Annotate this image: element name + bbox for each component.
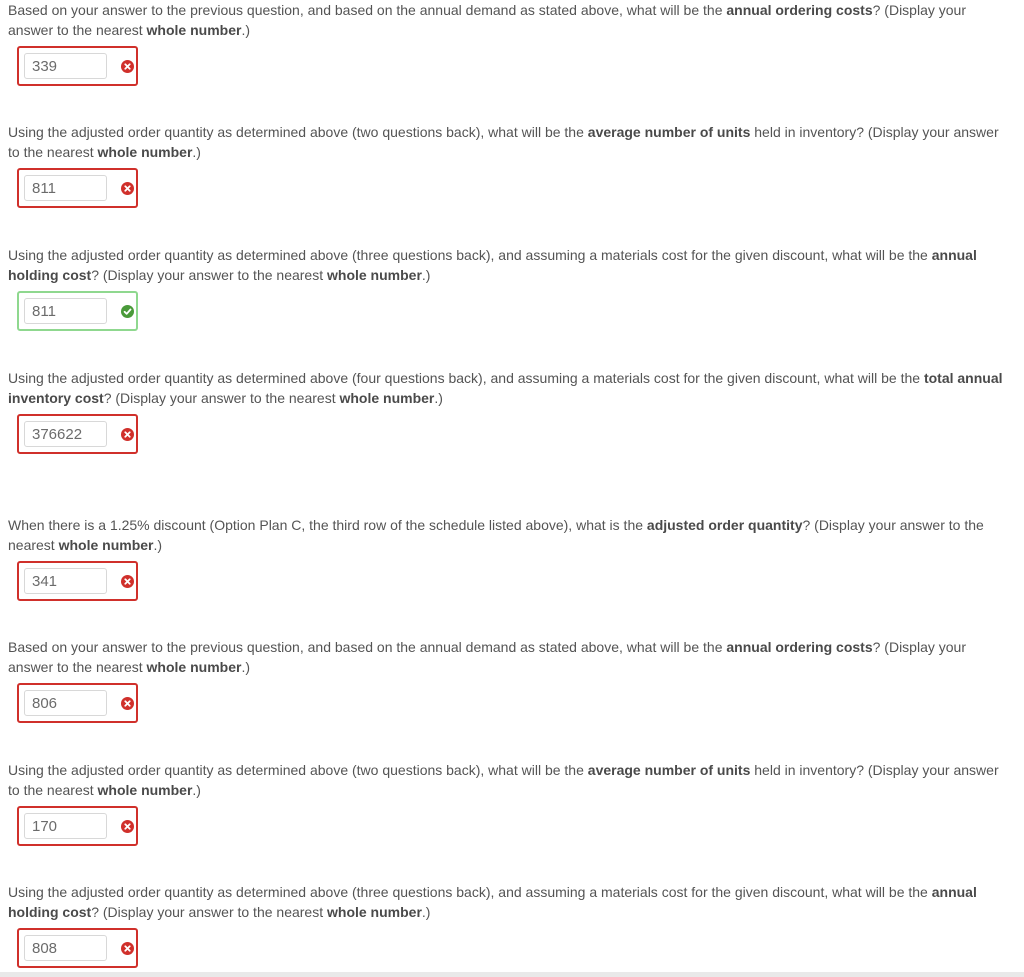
x-circle-icon (121, 942, 134, 955)
question-text-segment: .) (241, 659, 250, 675)
answer-input[interactable] (24, 935, 107, 961)
question-text-segment: Using the adjusted order quantity as determined above (two questions back), what will be the (8, 124, 588, 140)
question-text-segment: Based on your answer to the previous question, and based on the annual demand as stated above, what will be the (8, 639, 727, 655)
question-text-segment: Using the adjusted order quantity as determined above (two questions back), what will be the (8, 762, 588, 778)
answer-input[interactable] (24, 298, 107, 324)
question-emphasis: average number of units (587, 124, 751, 140)
question-text-segment: ? (Display your answer to the nearest (8, 2, 966, 38)
question-emphasis: annual holding cost (8, 247, 977, 283)
question-text-segment: ? (Display your answer to the nearest (8, 639, 966, 675)
answer-input[interactable] (24, 813, 107, 839)
question-text-segment: Using the adjusted order quantity as determined above (three questions back), and assuming a materials cost for the given discount, what will be the (8, 247, 932, 263)
question-text-segment: Using the adjusted order quantity as determined above (four questions back), and assuming a materials cost for the given discount, what will be the (8, 370, 924, 386)
question-text (0, 245, 1024, 285)
question-emphasis: average number of units (587, 762, 751, 778)
question-text-segment: .) (192, 782, 201, 798)
answer-input[interactable] (24, 690, 107, 716)
question-emphasis: adjusted order quantity (646, 517, 803, 533)
question-text-segment: ? (Display your answer to the nearest (8, 517, 984, 553)
horizontal-scrollbar-track[interactable] (0, 972, 1024, 977)
answer-input[interactable] (24, 53, 107, 79)
question-emphasis: whole number (327, 904, 422, 920)
answer-field-container (17, 46, 138, 86)
question-6 (0, 637, 1024, 677)
question-text (0, 0, 1024, 40)
question-text-segment: .) (241, 22, 250, 38)
answer-input[interactable] (24, 568, 107, 594)
question-text-segment: When there is a 1.25% discount (Option Plan C, the third row of the schedule listed above), what is the (8, 517, 647, 533)
answer-field-container (17, 806, 138, 846)
check-circle-icon (121, 305, 134, 318)
question-emphasis: whole number (146, 659, 242, 675)
answer-field-container (17, 168, 138, 208)
question-emphasis: whole number (58, 537, 154, 553)
question-emphasis: annual holding cost (8, 884, 977, 920)
question-text-segment: ? (Display your answer to the nearest (91, 904, 327, 920)
question-text-segment: .) (421, 267, 431, 283)
question-text-segment: ? (Display your answer to the nearest (103, 390, 340, 406)
question-text (0, 368, 1024, 408)
question-5 (0, 515, 1024, 555)
answer-field-container (17, 291, 138, 331)
question-emphasis: total annual inventory cost (8, 370, 1003, 406)
question-emphasis: whole number (97, 144, 193, 160)
question-2 (0, 122, 1024, 162)
question-text-segment: .) (421, 904, 431, 920)
question-text-segment: ? (Display your answer to the nearest (91, 267, 327, 283)
question-text-segment: held in inventory? (Display your answer to the nearest (8, 762, 999, 798)
question-7 (0, 760, 1024, 800)
question-text (0, 122, 1024, 162)
question-emphasis: annual ordering costs (726, 2, 873, 18)
question-text-segment: .) (153, 537, 163, 553)
question-emphasis: whole number (327, 267, 422, 283)
x-circle-icon (121, 60, 134, 73)
x-circle-icon (121, 697, 134, 710)
answer-field-container (17, 928, 138, 968)
answer-field-container (17, 561, 138, 601)
x-circle-icon (121, 575, 134, 588)
question-text (0, 515, 1024, 555)
question-emphasis: whole number (339, 390, 435, 406)
question-text-segment: Using the adjusted order quantity as determined above (three questions back), and assuming a materials cost for the given discount, what will be the (8, 884, 932, 900)
question-text-segment: .) (434, 390, 443, 406)
question-emphasis: annual ordering costs (726, 639, 873, 655)
answer-field-container (17, 683, 138, 723)
question-3 (0, 245, 1024, 285)
question-text-segment: held in inventory? (Display your answer to the nearest (8, 124, 999, 160)
x-circle-icon (121, 428, 134, 441)
question-text-segment: .) (192, 144, 201, 160)
question-4 (0, 368, 1024, 408)
question-emphasis: whole number (97, 782, 193, 798)
question-text (0, 882, 1024, 922)
answer-input[interactable] (24, 175, 107, 201)
x-circle-icon (121, 820, 134, 833)
question-text (0, 760, 1024, 800)
answer-field-container (17, 414, 138, 454)
question-text-segment: Based on your answer to the previous question, and based on the annual demand as stated above, what will be the (8, 2, 727, 18)
question-text (0, 637, 1024, 677)
question-emphasis: whole number (146, 22, 242, 38)
x-circle-icon (121, 182, 134, 195)
question-1 (0, 0, 1024, 40)
question-8 (0, 882, 1024, 922)
answer-input[interactable] (24, 421, 107, 447)
